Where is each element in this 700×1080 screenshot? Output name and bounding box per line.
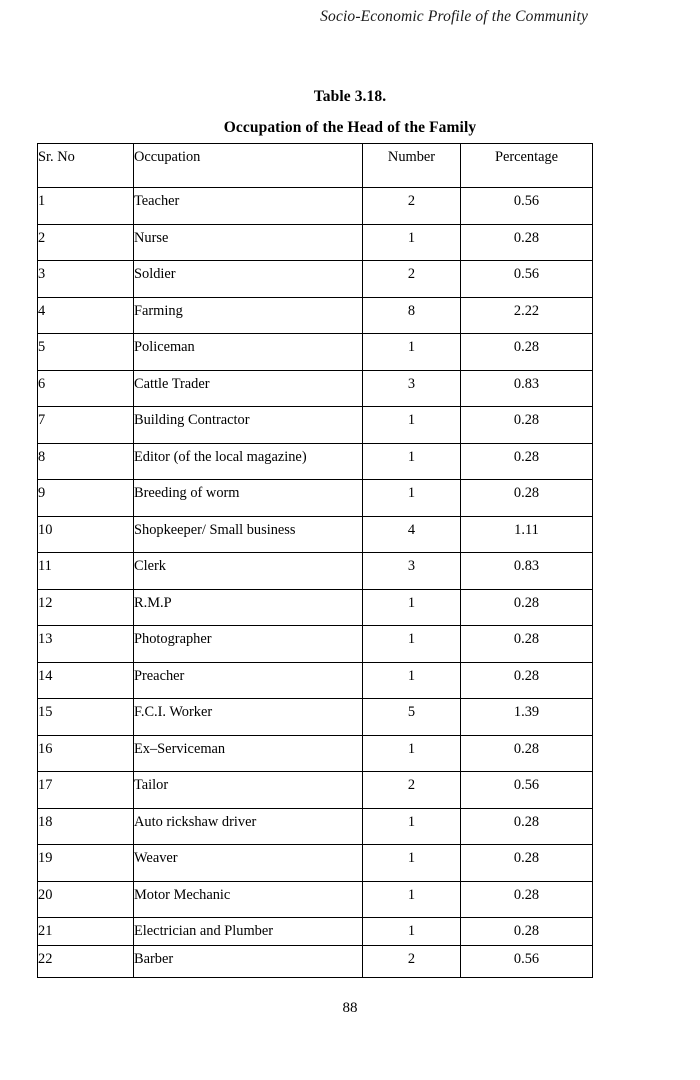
column-header-sr-no: Sr. No (38, 144, 134, 188)
cell-percentage: 0.56 (461, 946, 593, 978)
cell-number: 1 (363, 626, 461, 663)
cell-number: 1 (363, 224, 461, 261)
cell-number: 2 (363, 772, 461, 809)
cell-sr-no: 20 (38, 881, 134, 918)
table-row (38, 845, 593, 882)
cell-sr-no: 19 (38, 845, 134, 882)
table-body (38, 188, 593, 978)
cell-sr-no: 2 (38, 224, 134, 261)
cell-occupation: Cattle Trader (134, 370, 363, 407)
occupation-table (37, 143, 593, 978)
cell-percentage: 0.83 (461, 553, 593, 590)
cell-occupation: Auto rickshaw driver (134, 808, 363, 845)
table-container (37, 143, 592, 978)
table-row (38, 224, 593, 261)
cell-percentage: 0.56 (461, 188, 593, 225)
cell-percentage: 0.28 (461, 334, 593, 371)
table-row (38, 297, 593, 334)
table-row (38, 735, 593, 772)
cell-number: 2 (363, 261, 461, 298)
table-row (38, 407, 593, 444)
cell-occupation: Farming (134, 297, 363, 334)
cell-sr-no: 11 (38, 553, 134, 590)
cell-percentage: 0.28 (461, 845, 593, 882)
cell-percentage: 0.28 (461, 808, 593, 845)
table-number-caption: Table 3.18. (313, 88, 387, 105)
cell-number: 1 (363, 589, 461, 626)
cell-percentage: 0.28 (461, 918, 593, 946)
cell-occupation: Motor Mechanic (134, 881, 363, 918)
cell-occupation: Editor (of the local magazine) (134, 443, 363, 480)
cell-occupation: Shopkeeper/ Small business (134, 516, 363, 553)
cell-number: 1 (363, 407, 461, 444)
table-title-caption: Occupation of the Head of the Family (223, 119, 477, 136)
table-row (38, 516, 593, 553)
running-head: Socio-Economic Profile of the Community (320, 8, 588, 25)
cell-percentage: 0.83 (461, 370, 593, 407)
cell-number: 8 (363, 297, 461, 334)
table-row (38, 808, 593, 845)
cell-occupation: Clerk (134, 553, 363, 590)
cell-sr-no: 5 (38, 334, 134, 371)
cell-number: 1 (363, 480, 461, 517)
page-number: 88 (342, 1000, 358, 1016)
cell-number: 1 (363, 808, 461, 845)
cell-percentage: 2.22 (461, 297, 593, 334)
cell-number: 4 (363, 516, 461, 553)
cell-occupation: Soldier (134, 261, 363, 298)
cell-sr-no: 22 (38, 946, 134, 978)
cell-percentage: 0.28 (461, 480, 593, 517)
table-row (38, 261, 593, 298)
cell-percentage: 0.28 (461, 662, 593, 699)
cell-occupation: Barber (134, 946, 363, 978)
cell-occupation: Nurse (134, 224, 363, 261)
cell-sr-no: 15 (38, 699, 134, 736)
cell-number: 1 (363, 735, 461, 772)
cell-occupation: F.C.I. Worker (134, 699, 363, 736)
cell-sr-no: 6 (38, 370, 134, 407)
cell-sr-no: 21 (38, 918, 134, 946)
cell-number: 3 (363, 370, 461, 407)
table-row (38, 662, 593, 699)
cell-sr-no: 10 (38, 516, 134, 553)
cell-occupation: Ex–Serviceman (134, 735, 363, 772)
cell-occupation: Tailor (134, 772, 363, 809)
cell-number: 1 (363, 662, 461, 699)
cell-number: 1 (363, 918, 461, 946)
table-row (38, 626, 593, 663)
cell-number: 3 (363, 553, 461, 590)
cell-sr-no: 14 (38, 662, 134, 699)
table-row (38, 188, 593, 225)
table-row (38, 443, 593, 480)
cell-occupation: Photographer (134, 626, 363, 663)
cell-sr-no: 8 (38, 443, 134, 480)
cell-occupation: Building Contractor (134, 407, 363, 444)
cell-percentage: 1.39 (461, 699, 593, 736)
table-row (38, 589, 593, 626)
cell-number: 2 (363, 946, 461, 978)
cell-percentage: 0.56 (461, 772, 593, 809)
column-header-occupation: Occupation (134, 144, 363, 188)
table-row (38, 334, 593, 371)
cell-percentage: 0.28 (461, 443, 593, 480)
cell-percentage: 0.56 (461, 261, 593, 298)
cell-percentage: 0.28 (461, 589, 593, 626)
cell-sr-no: 3 (38, 261, 134, 298)
table-row (38, 918, 593, 946)
cell-occupation: Preacher (134, 662, 363, 699)
column-header-percentage: Percentage (461, 144, 593, 188)
cell-sr-no: 9 (38, 480, 134, 517)
table-row (38, 881, 593, 918)
table-header-row (38, 144, 593, 188)
table-row (38, 699, 593, 736)
cell-occupation: Teacher (134, 188, 363, 225)
table-row (38, 772, 593, 809)
cell-percentage: 0.28 (461, 735, 593, 772)
cell-sr-no: 17 (38, 772, 134, 809)
cell-occupation: Policeman (134, 334, 363, 371)
cell-occupation: Weaver (134, 845, 363, 882)
table-row (38, 946, 593, 978)
table-caption-block (0, 88, 700, 137)
table-row (38, 370, 593, 407)
cell-occupation: Breeding of worm (134, 480, 363, 517)
cell-number: 2 (363, 188, 461, 225)
cell-sr-no: 12 (38, 589, 134, 626)
cell-percentage: 0.28 (461, 881, 593, 918)
cell-sr-no: 1 (38, 188, 134, 225)
table-header (38, 144, 593, 188)
cell-sr-no: 4 (38, 297, 134, 334)
column-header-number: Number (363, 144, 461, 188)
cell-number: 5 (363, 699, 461, 736)
table-row (38, 480, 593, 517)
cell-sr-no: 18 (38, 808, 134, 845)
cell-percentage: 0.28 (461, 224, 593, 261)
cell-sr-no: 16 (38, 735, 134, 772)
cell-occupation: R.M.P (134, 589, 363, 626)
cell-number: 1 (363, 845, 461, 882)
cell-number: 1 (363, 334, 461, 371)
cell-percentage: 0.28 (461, 626, 593, 663)
cell-sr-no: 7 (38, 407, 134, 444)
cell-number: 1 (363, 443, 461, 480)
cell-percentage: 0.28 (461, 407, 593, 444)
cell-occupation: Electrician and Plumber (134, 918, 363, 946)
cell-number: 1 (363, 881, 461, 918)
table-row (38, 553, 593, 590)
cell-sr-no: 13 (38, 626, 134, 663)
cell-percentage: 1.11 (461, 516, 593, 553)
